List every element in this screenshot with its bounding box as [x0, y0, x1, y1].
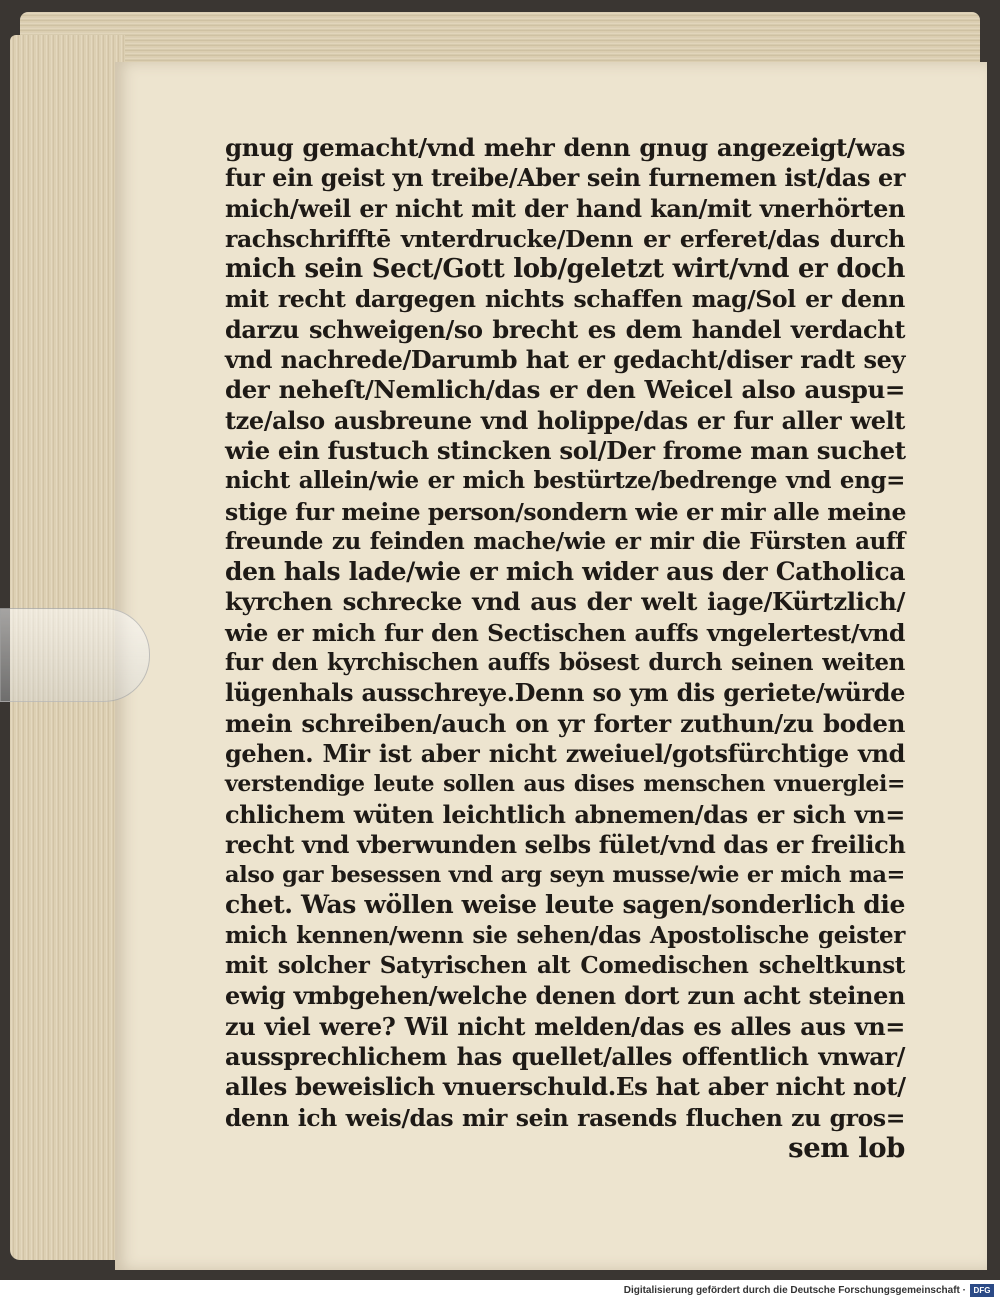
text-line: rachschrifftē vnterdrucke/Denn er erferet/das durch	[225, 224, 905, 253]
text-line: denn ich weis/das mir sein rasends fluchen zu gros=	[225, 1103, 905, 1132]
text-line: gnug gemacht/vnd mehr denn gnug angezeigt/was	[225, 133, 905, 162]
text-line: tze/also ausbreune vnd holippe/das er fur aller welt	[225, 405, 905, 435]
text-line: gehen. Mir ist aber nicht zweiuel/gotsfürchtige vnd	[225, 738, 905, 768]
text-line: darzu schweigen/so brecht es dem handel verdacht	[225, 314, 905, 344]
text-line: lügenhals ausschreye.Denn so ym dis geriete/würde	[225, 678, 905, 708]
text-line: aussprechlichem has quellet/alles offentlich vnwar/	[225, 1041, 905, 1071]
text-line: also gar besessen vnd arg seyn musse/wie er mich ma=	[225, 862, 905, 889]
text-line: fur den kyrchischen auffs bösest durch seinen weiten	[225, 649, 905, 677]
text-line: fur ein geist yn treibe/Aber sein furnemen ist/das er	[225, 163, 906, 193]
text-line: wie ein fustuch stincken sol/Der frome man suchet	[225, 435, 906, 465]
text-line: chlichem wüten leichtlich abnemen/das er sich vn=	[225, 799, 905, 829]
text-line: chet. Was wöllen weise leute sagen/sonderlich die	[225, 890, 905, 920]
text-line: alles beweislich vnuerschuld.Es hat aber nicht not/	[225, 1072, 906, 1102]
text-line: mit recht dargegen nichts schaffen mag/Sol er denn	[225, 285, 905, 314]
text-line: mein schreiben/auch on yr forter zuthun/zu boden	[225, 708, 905, 738]
text-line: wie er mich fur den Sectischen auffs vngelertest/vnd	[225, 618, 905, 647]
text-line: stige fur meine person/sondern wie er mir alle meine	[225, 497, 907, 526]
text-line: ewig vmbgehen/welche denen dort zun acht steinen	[225, 981, 905, 1011]
text-line: mich sein Sect/Gott lob/geletzt wirt/vnd er doch	[225, 254, 905, 285]
bookmark-clip	[0, 608, 150, 702]
text-line: mich/weil er nicht mit der hand kan/mit vnerhörten	[225, 193, 905, 223]
text-line: zu viel were? Wil nicht melden/das es alles aus vn=	[225, 1011, 905, 1041]
text-line: der neheſt/Nemlich/das er den Weicel also auspu=	[225, 375, 905, 405]
dfg-logo: DFG	[970, 1284, 994, 1297]
text-line: freunde zu feinden mache/wie er mir die Fürsten auff	[225, 527, 905, 555]
text-line: vnd nachrede/Darumb hat er gedacht/diser radt sey	[225, 345, 905, 375]
text-line: kyrchen schrecke vnd aus der welt iage/Kürtzlich/	[225, 587, 905, 617]
text-line: mich kennen/wenn sie sehen/das Apostolische geister	[225, 921, 905, 949]
text-line: recht vnd vberwunden selbs fület/vnd das er freilich	[225, 829, 906, 859]
text-line: nicht allein/wie er mich bestürtze/bedrenge vnd eng=	[225, 467, 905, 495]
text-line: mit solcher Satyrischen alt Comedischen scheltkunst	[225, 952, 905, 980]
text-block	[225, 133, 905, 1163]
funding-credit: Digitalisierung gefördert durch die Deutsche Forschungsgemeinschaft ·	[623, 1285, 966, 1296]
text-line: verstendige leute sollen aus dises menschen vnuerglei=	[225, 771, 905, 798]
text-line: den hals lade/wie er mich wider aus der Catholica	[225, 557, 905, 587]
catchword: sem lob	[788, 1131, 905, 1164]
